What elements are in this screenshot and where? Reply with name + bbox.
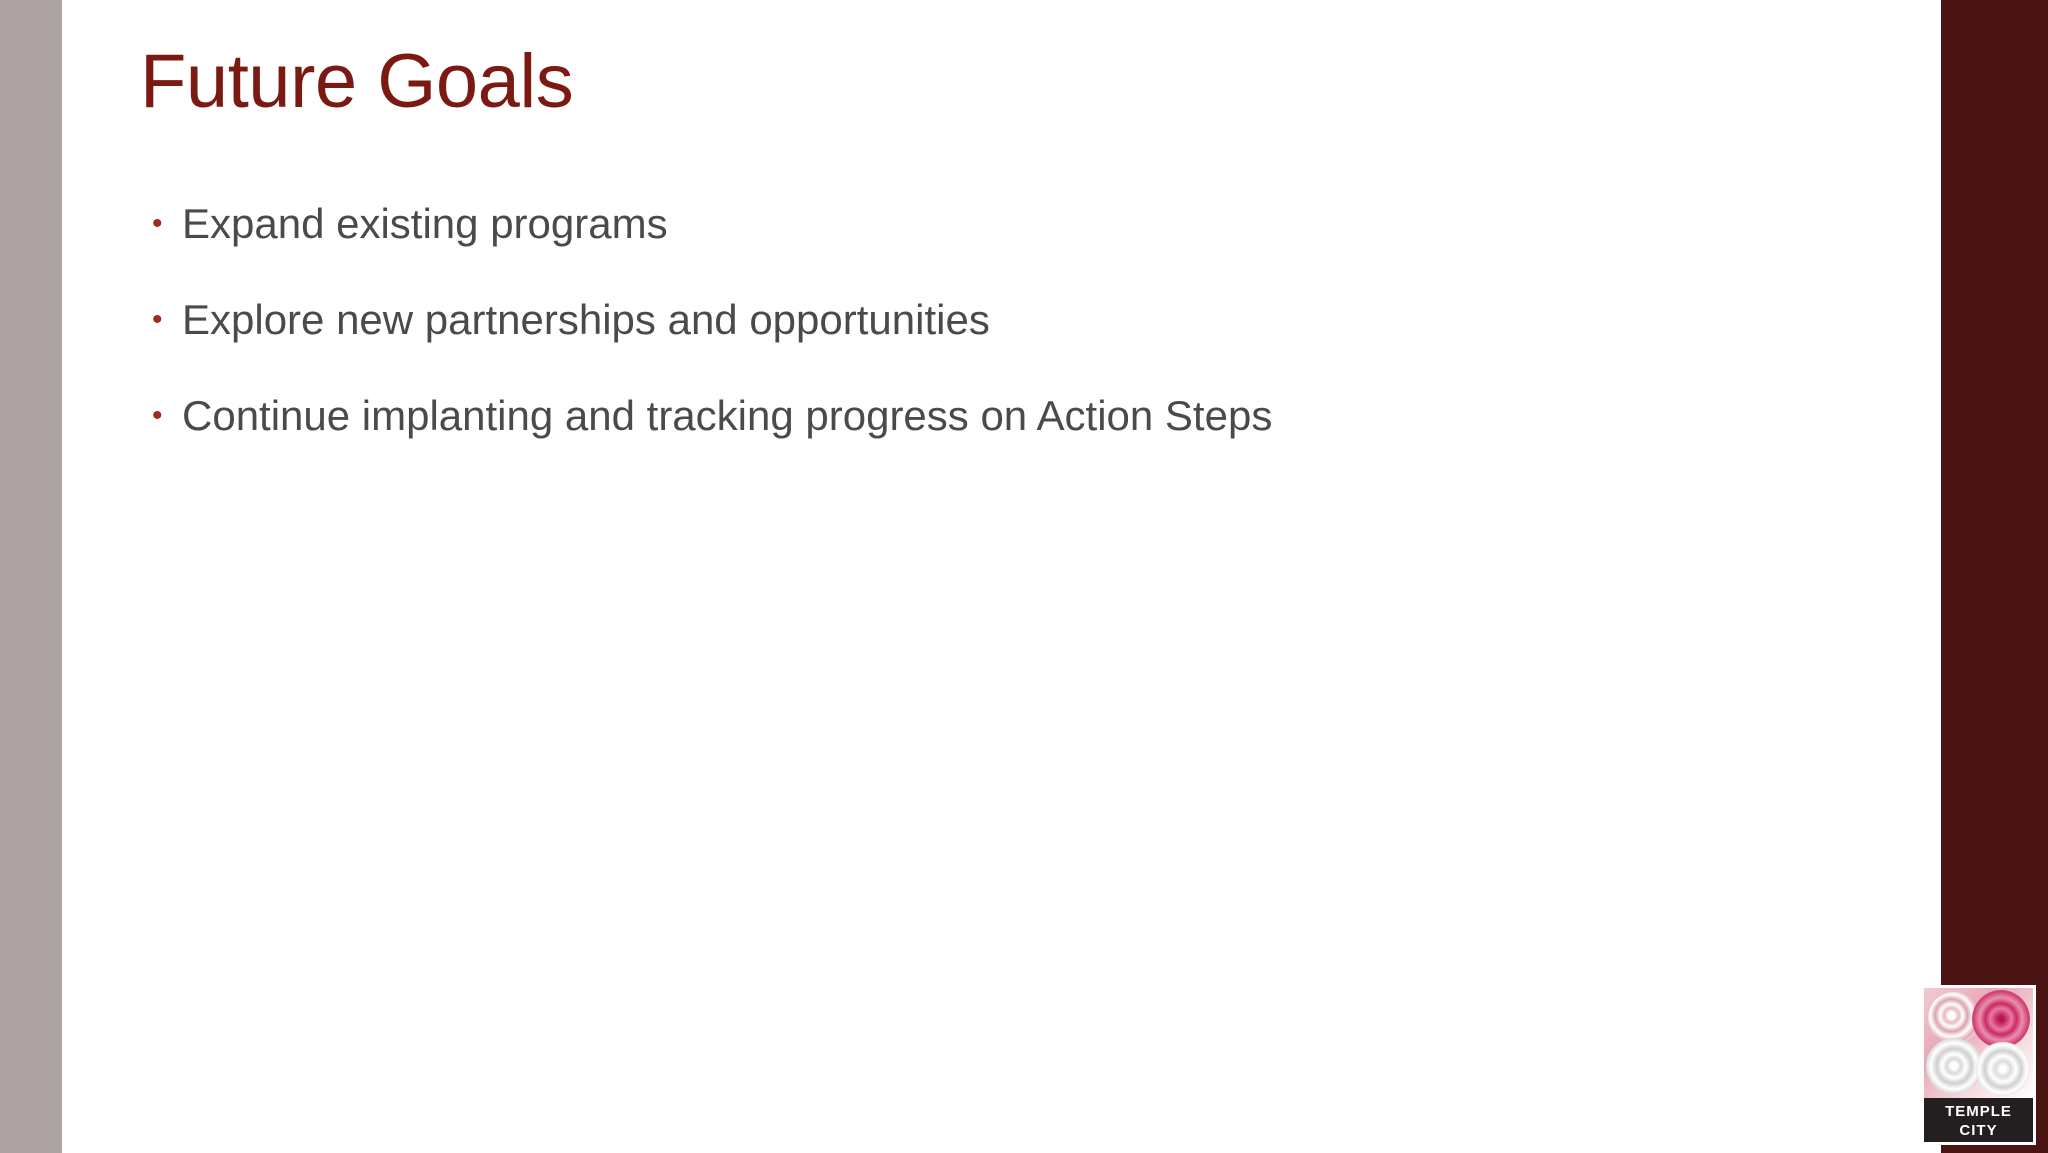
logo-caption-line2: CITY [1959, 1122, 1998, 1139]
bullet-marker-icon: • [152, 207, 163, 240]
page-title: Future Goals [140, 39, 574, 124]
rose-icon [1926, 1038, 1982, 1094]
left-gap-divider [62, 0, 76, 1153]
list-item [148, 388, 1848, 444]
list-item-label: Continue implanting and tracking progress on Action Steps [182, 392, 1273, 439]
rose-icon [1976, 1042, 2030, 1096]
bullet-list [148, 196, 1848, 484]
list-item [148, 196, 1848, 252]
right-accent-bar [1941, 0, 2048, 1153]
bullet-marker-icon: • [152, 303, 163, 336]
list-item-label: Explore new partnerships and opportunities [182, 296, 990, 343]
list-item [148, 292, 1848, 348]
list-item-label: Expand existing programs [182, 200, 668, 247]
slide-content [140, 0, 1900, 1153]
rose-icon [1972, 990, 2030, 1048]
temple-city-logo [1921, 985, 2036, 1145]
logo-caption-line1: TEMPLE [1945, 1103, 2012, 1120]
rose-emblem-icon [1924, 988, 2033, 1098]
logo-caption [1924, 1098, 2033, 1142]
bullet-marker-icon: • [152, 399, 163, 432]
left-accent-bar [0, 0, 62, 1153]
